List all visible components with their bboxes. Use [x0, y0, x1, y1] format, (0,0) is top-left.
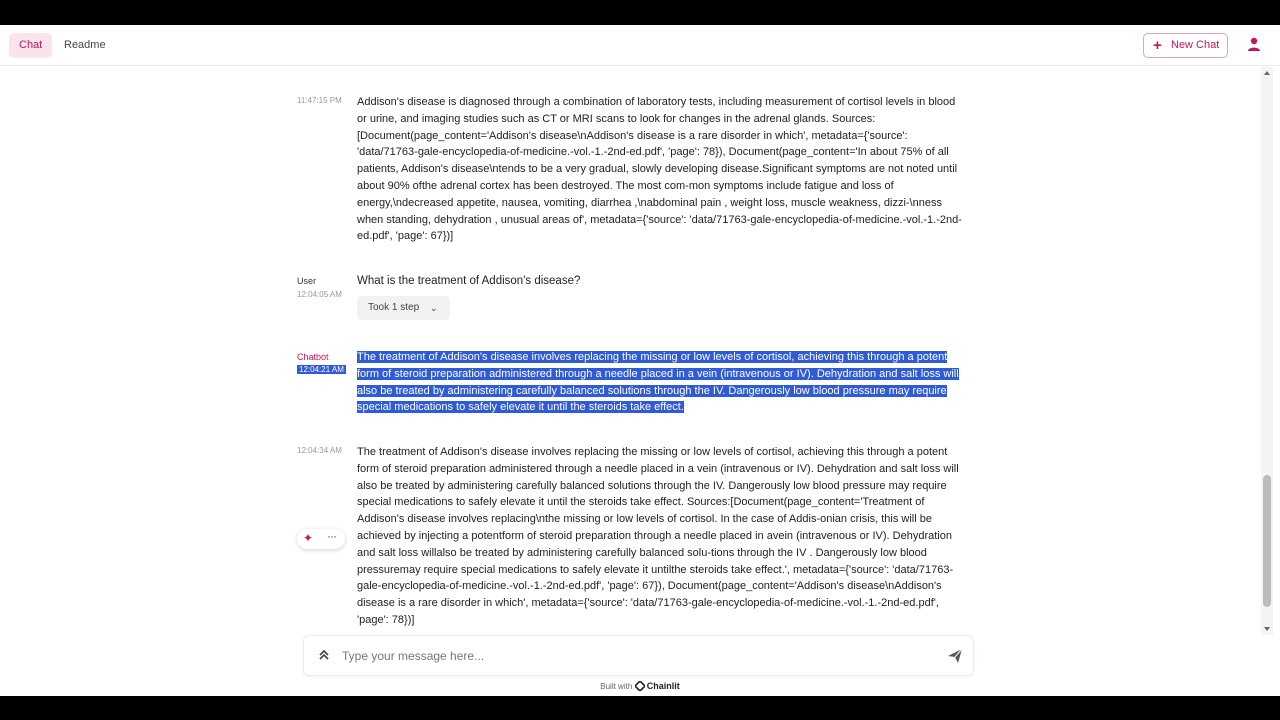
scroll-up-icon[interactable] [1264, 71, 1270, 75]
scrollbar[interactable] [1261, 67, 1273, 635]
chevrons-up-icon[interactable] [318, 647, 330, 663]
message-author-chatbot: Chatbot [297, 352, 329, 362]
chainlit-logo-icon [635, 681, 645, 691]
message-text: Addison's disease is diagnosed through a combination of laboratory tests, including measurement of cortisol levels in blood or urine, and imaging studies such as CT or MRI scans to look for changes in the adrenal glands. Sources:[Document(page_content='Addison's disease\nAddison's disease is a rare disorder in which', metadata={'source': 'data/71763-gale-encyclopedia-of-medicine.-vol.-1.-2nd-ed.pdf', 'page': 78}), Document(page_content='In about 75% of all patients, Addison's disease\ntends to be a very gradual, slowly developing disease.Significant symptoms are not noted until about 90% ofthe adrenal cortex has been destroyed. The most com-mon symptoms include fatigue and loss of energy,\ndecreased appetite, nausea, vomiting, diarrhea ,\nabdominal pain , weight loss, muscle weakness, dizzi-\nness when standing, dehydration , unusual areas of', metadata={'source': 'data/71763-gale-encyclopedia-of-medicine.-vol.-1.-2nd-ed.pdf', 'page': 67})] [357, 96, 962, 243]
header [0, 25, 1280, 66]
new-chat-button[interactable] [1143, 33, 1228, 58]
message-composer [303, 635, 974, 676]
built-with-text: Built with [600, 682, 633, 691]
message-timestamp: 11:47:15 PM [297, 96, 342, 105]
tab-chat[interactable]: Chat [9, 33, 52, 58]
sparkle-icon[interactable]: ✦ [303, 531, 314, 545]
chevron-down-icon: ⌄ [430, 303, 438, 313]
more-icon[interactable]: ··· [327, 529, 336, 543]
steps-toggle[interactable] [357, 296, 450, 320]
scrollbar-thumb[interactable] [1263, 475, 1271, 607]
message-timestamp [297, 365, 346, 374]
message-timestamp-text: 12:04:21 AM [299, 365, 344, 374]
send-icon[interactable] [947, 648, 963, 664]
message-text-selected [357, 349, 967, 416]
message-timestamp: 12:04:05 AM [297, 290, 342, 299]
screen-top-bar [0, 0, 1280, 25]
message-text: The treatment of Addison's disease involves replacing the missing or low levels of cortisol, achieving this through a potent form of steroid preparation administered through a needle placed in a vein (intravenous or IV). Dehydration and salt loss will also be treated by administering carefully balanced solutions through the IV. Dangerously low blood pressure may require special medications to safely elevate it until the steroids take effect. Sources:[Document(page_content='Treatment of Addison's disease involves replacing\nthe missing or low levels of cortisol. In the case of Addis-onian crisis, this will be achieved by injecting a potentform of steroid preparation through a needle placed in avein (intravenous or IV). Dehydration and salt loss willalso be treated by administering carefully balanced solu-tions through the IV . Dangerously low blood pressuremay require special medications to safely elevate it untilthe steroids take effect.', metadata={'source': 'data/71763-gale-encyclopedia-of-medicine.-vol.-1.-2nd-ed.pdf', 'page': 67}), Document(page_content='Addison's disease\nAddison's disease is a rare disorder in which', metadata={'source': 'data/71763-gale-encyclopedia-of-medicine.-vol.-1.-2nd-ed.pdf', 'page': 78})] [357, 446, 959, 626]
tab-readme[interactable]: Readme [64, 39, 106, 51]
footer [0, 681, 1280, 691]
message-actions [297, 529, 345, 549]
message-list[interactable] [0, 67, 1280, 635]
screen-bottom-bar [0, 696, 1280, 720]
plus-icon: + [1153, 37, 1162, 54]
chat-app [0, 25, 1280, 696]
user-icon[interactable] [1246, 36, 1262, 52]
message-author: User [297, 276, 317, 286]
new-chat-label: New Chat [1171, 39, 1220, 51]
steps-label: Took 1 step [368, 302, 420, 313]
chainlit-brand[interactable]: Chainlit [646, 681, 680, 691]
message-timestamp: 12:04:34 AM [297, 446, 342, 455]
user-question: What is the treatment of Addison's disease? [357, 275, 581, 287]
selected-text: The treatment of Addison's disease involves replacing the missing or low levels of cortisol, achieving this through a potent form of steroid preparation administered through a needle placed in a vein (intravenous or IV). Dehydration and salt loss will also be treated by administering carefully balanced solutions through the IV. Dangerously low blood pressure may require special medications to safely elevate it until the steroids take effect. [357, 351, 959, 414]
scroll-down-icon[interactable] [1264, 627, 1270, 631]
message-input[interactable] [342, 646, 932, 666]
